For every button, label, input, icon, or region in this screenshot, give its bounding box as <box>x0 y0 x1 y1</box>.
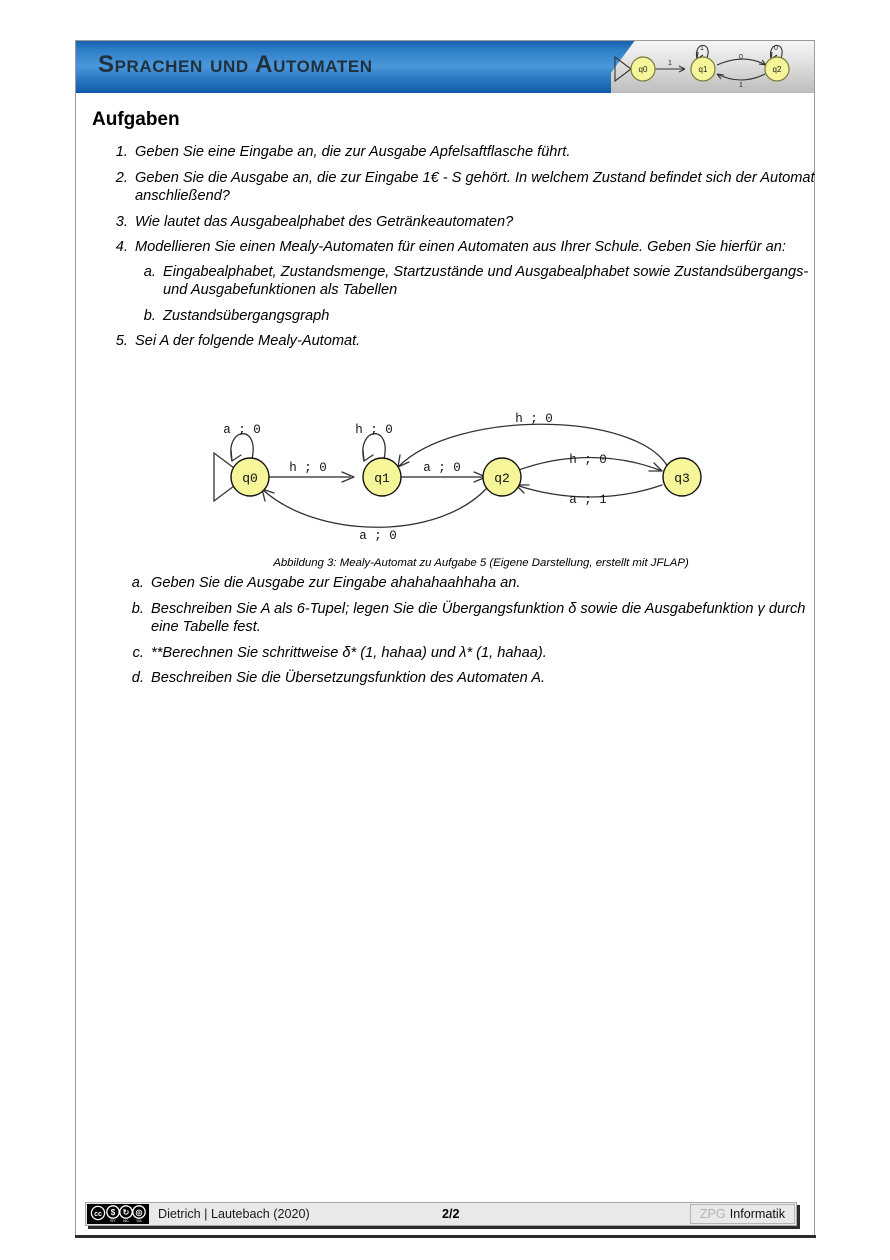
footer-page-number: 2/2 <box>442 1207 460 1221</box>
svg-text:↻: ↻ <box>122 1208 130 1217</box>
task-item-5a <box>148 574 820 593</box>
edge-q1-q1 <box>363 434 385 461</box>
figure-caption: Abbildung 3: Mealy-Automat zu Aufgabe 5 (Eigene Darstellung, erstellt mit JFLAP) <box>273 557 689 569</box>
task-list <box>98 143 832 358</box>
task-text: Modellieren Sie einen Mealy-Automaten für einen Automaten aus Ihrer Schule. Geben Sie hierfür an: <box>135 239 786 256</box>
logo-label-q1-self: 1 <box>700 45 704 52</box>
task-text: Zustandsübergangsgraph <box>163 307 330 324</box>
task-item-5b <box>148 600 820 637</box>
brand-informatik: Informatik <box>729 1207 785 1221</box>
task-text: Wie lautet das Ausgabealphabet des Getränkeautomaten? <box>135 213 514 230</box>
svg-text:◎: ◎ <box>135 1208 143 1217</box>
task-text: Beschreiben Sie die Übersetzungsfunktion des Automaten A. <box>151 670 545 687</box>
task-item-4a <box>160 263 832 300</box>
task-item-4b <box>160 307 832 326</box>
edge-label-q1-q1: h ; 0 <box>355 423 393 437</box>
footer-brand <box>690 1204 795 1224</box>
logo-label-q2-self: 0 <box>774 45 778 52</box>
task-item-5c <box>148 644 820 663</box>
cc-mark-nc: NC <box>123 1218 129 1223</box>
task-item-1 <box>132 143 832 162</box>
logo-state-q1: q1 <box>698 65 708 74</box>
state-label-q2: q2 <box>494 471 510 486</box>
svg-text:$: $ <box>110 1208 116 1217</box>
task-text: Geben Sie die Ausgabe an, die zur Eingabe 1€ - S gehört. In welchem Zustand befindet sich der Automat anschließend? <box>135 169 815 205</box>
page-header <box>76 41 814 93</box>
logo-state-q2: q2 <box>772 65 782 74</box>
edge-label-q2-q0: a ; 0 <box>359 529 397 543</box>
task-text: Geben Sie eine Eingabe an, die zur Ausgabe Apfelsaftflasche führt. <box>135 144 571 160</box>
task-text: Sei A der folgende Mealy-Automat. <box>135 333 361 350</box>
logo-label-q2-q1: 1 <box>739 82 743 89</box>
task-item-2 <box>132 169 832 206</box>
state-label-q3: q3 <box>674 471 690 486</box>
cc-by-nc-sa-badge-icon <box>87 1204 149 1224</box>
cc-mark-sa: SA <box>136 1218 142 1223</box>
state-label-q1: q1 <box>374 471 390 486</box>
edge-label-q0-q1: h ; 0 <box>289 461 327 475</box>
page-bottom-rule <box>75 1235 816 1238</box>
edge-label-q1-q2: a ; 0 <box>423 461 461 475</box>
edge-label-q0-q0: a ; 0 <box>223 423 261 437</box>
task-item-5 <box>132 332 832 351</box>
edge-label-q2-q3: h ; 0 <box>569 453 607 467</box>
task-item-5d <box>148 669 820 688</box>
cc-mark-by: BY <box>110 1218 116 1223</box>
page-footer <box>85 1202 797 1226</box>
page-title: Sprachen und Automaten <box>98 51 373 78</box>
edge-label-q3-q2: a ; 1 <box>569 493 607 507</box>
brand-zpg: ZPG <box>699 1207 726 1221</box>
figure-mealy-automaton <box>186 409 746 569</box>
task-item-3 <box>132 213 832 232</box>
logo-label-q0-q1: 1 <box>668 60 672 67</box>
task-4-sublist <box>135 263 832 326</box>
edge-q0-q0 <box>231 434 253 461</box>
edge-label-q3-q1: h ; 0 <box>515 412 553 426</box>
section-heading: Aufgaben <box>92 109 180 130</box>
task-5-sublist <box>123 574 820 695</box>
footer-author: Dietrich | Lautebach (2020) <box>158 1207 310 1221</box>
task-text: Eingabealphabet, Zustandsmenge, Startzustände und Ausgabealphabet sowie Zustandsübergangs- und Ausgabefunktionen als Tabellen <box>163 263 809 299</box>
task-item-4 <box>132 238 832 325</box>
task-text: **Berechnen Sie schrittweise δ* (1, hahaa) und λ* (1, hahaa). <box>151 644 547 661</box>
logo-state-q0: q0 <box>638 65 648 74</box>
document-page <box>75 40 815 1236</box>
automaton-logo-icon <box>601 43 806 91</box>
task-text: Beschreiben Sie A als 6-Tupel; legen Sie die Übergangsfunktion δ sowie die Ausgabefunktion γ durch eine Tabelle fest. <box>151 600 806 636</box>
svg-text:cc: cc <box>94 1211 102 1218</box>
task-text: Geben Sie die Ausgabe zur Eingabe ahahahaahhaha an. <box>151 575 521 591</box>
automaton-diagram <box>186 409 746 554</box>
logo-label-q1-q2: 0 <box>739 54 743 61</box>
state-label-q0: q0 <box>242 471 258 486</box>
